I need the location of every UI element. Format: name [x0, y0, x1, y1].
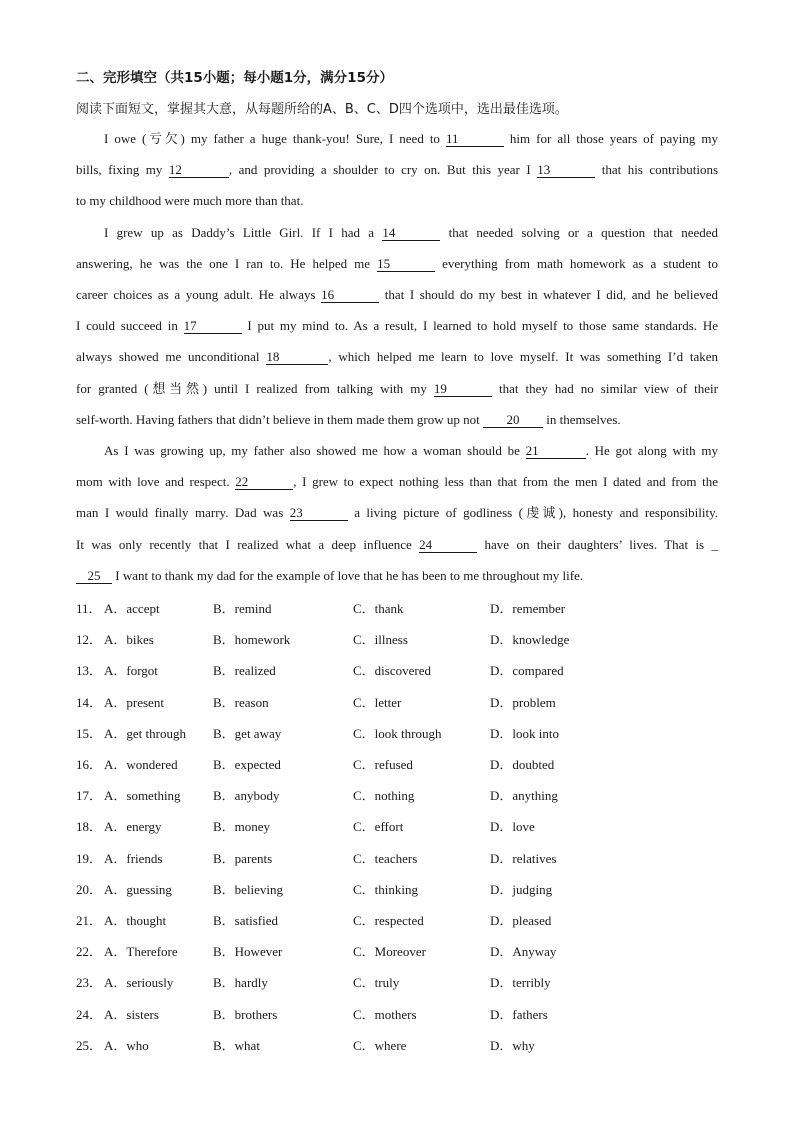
option-d[interactable]: D．knowledge [490, 632, 570, 647]
section-instruction: 阅读下面短文，掌握其大意，从每题所给的A、B、C、D四个选项中，选出最佳选项。 [76, 102, 568, 117]
option-a[interactable]: A．bikes [104, 632, 154, 647]
blank-19: 19 [434, 382, 492, 397]
question-row [76, 629, 716, 647]
option-b[interactable]: B．realized [213, 663, 276, 678]
option-a[interactable]: A．sisters [104, 1007, 159, 1022]
option-c[interactable]: C．Moreover [353, 944, 426, 959]
question-row [76, 910, 716, 928]
passage-line: career choices as a young adult. He always 16 that I should do my best in whatever I did, and he believed [76, 287, 718, 302]
question-row [76, 660, 716, 678]
passage-line: I grew up as Daddy’s Little Girl. If I had a 14 that needed solving or a question that needed [104, 225, 718, 240]
option-b[interactable]: B．reason [213, 695, 269, 710]
option-b[interactable]: B．satisfied [213, 913, 278, 928]
question-row [76, 1035, 716, 1053]
passage-line: to my childhood were much more than that. [76, 193, 304, 208]
question-row [76, 598, 716, 616]
option-a[interactable]: A．something [104, 788, 181, 803]
option-a[interactable]: A．get through [104, 726, 186, 741]
blank-16: 16 [321, 288, 379, 303]
option-c[interactable]: C．teachers [353, 851, 418, 866]
option-d[interactable]: D．why [490, 1038, 535, 1053]
passage-line: answering, he was the one I ran to. He helped me 15 everything from math homework as a student to [76, 256, 718, 271]
question-number: 16． [76, 757, 103, 772]
option-c[interactable]: C．where [353, 1038, 407, 1053]
blank-20: 20 [483, 413, 543, 428]
blank-14: 14 [382, 226, 440, 241]
section-heading: 二、完形填空（共15小题；每小题1分，满分15分） [76, 70, 393, 86]
option-b[interactable]: B．homework [213, 632, 291, 647]
question-number: 18． [76, 819, 103, 834]
option-d[interactable]: D．problem [490, 695, 556, 710]
question-row [76, 816, 716, 834]
option-c[interactable]: C．illness [353, 632, 408, 647]
question-number: 13． [76, 663, 103, 678]
option-a[interactable]: A．present [104, 695, 164, 710]
blank-24: 24 [419, 538, 477, 553]
passage-line: self-worth. Having fathers that didn’t believe in them made them grow up not 20 in themselves. [76, 412, 621, 427]
blank-22: 22 [235, 475, 293, 490]
option-b[interactable]: B．anybody [213, 788, 280, 803]
passage-line: bills, fixing my 12 , and providing a shoulder to cry on. But this year I 13 that his contributions [76, 162, 718, 177]
question-number: 14． [76, 695, 103, 710]
option-b[interactable]: B．expected [213, 757, 281, 772]
blank-25: 25 [76, 569, 112, 584]
option-d[interactable]: D．pleased [490, 913, 552, 928]
option-c[interactable]: C．thinking [353, 882, 419, 897]
option-d[interactable]: D．remember [490, 601, 566, 616]
option-a[interactable]: A．wondered [104, 757, 178, 772]
option-d[interactable]: D．fathers [490, 1007, 548, 1022]
question-row [76, 692, 716, 710]
question-row [76, 1004, 716, 1022]
question-row [76, 785, 716, 803]
option-d[interactable]: D．love [490, 819, 535, 834]
option-c[interactable]: C．truly [353, 975, 400, 990]
question-number: 12． [76, 632, 103, 647]
passage-line: for granted (想当然) until I realized from talking with my 19 that they had no similar view of their [76, 381, 718, 396]
blank-23: 23 [290, 506, 348, 521]
option-a[interactable]: A．thought [104, 913, 167, 928]
blank-11: 11 [446, 132, 504, 147]
option-a[interactable]: A．seriously [104, 975, 174, 990]
option-d[interactable]: D．look into [490, 726, 559, 741]
option-c[interactable]: C．nothing [353, 788, 415, 803]
blank-15: 15 [377, 257, 435, 272]
passage-line: As I was growing up, my father also showed me how a woman should be 21 . He got along with my [104, 443, 718, 458]
option-b[interactable]: B．money [213, 819, 271, 834]
passage-line: I owe (亏欠) my father a huge thank-you! Sure, I need to 11 him for all those years of paying my [104, 131, 718, 146]
question-number: 25． [76, 1038, 103, 1053]
question-number: 22． [76, 944, 103, 959]
passage-line: It was only recently that I realized what a deep influence 24 have on their daughters’ lives. That is _ [76, 537, 718, 552]
option-d[interactable]: D．terribly [490, 975, 551, 990]
option-d[interactable]: D．judging [490, 882, 553, 897]
blank-12: 12 [169, 163, 229, 178]
passage-line: mom with love and respect. 22 , I grew to expect nothing less than that from the men I dated and from the [76, 474, 718, 489]
passage-line: always showed me unconditional 18 , which helped me learn to love myself. It was something I’d taken [76, 349, 719, 364]
question-number: 20． [76, 882, 103, 897]
option-c[interactable]: C．refused [353, 757, 413, 772]
option-b[interactable]: B．get away [213, 726, 282, 741]
question-number: 19． [76, 851, 103, 866]
question-number: 15． [76, 726, 103, 741]
option-d[interactable]: D．compared [490, 663, 564, 678]
option-a[interactable]: A．energy [104, 819, 162, 834]
option-a[interactable]: A．who [104, 1038, 149, 1053]
option-b[interactable]: B．hardly [213, 975, 268, 990]
question-row [76, 723, 716, 741]
option-b[interactable]: B．However [213, 944, 283, 959]
question-row [76, 848, 716, 866]
blank-18: 18 [266, 350, 328, 365]
question-row [76, 879, 716, 897]
blank-13: 13 [537, 163, 595, 178]
question-number: 21． [76, 913, 103, 928]
option-d[interactable]: D．Anyway [490, 944, 557, 959]
passage-line: I could succeed in 17 I put my mind to. As a result, I learned to hold myself to those same standards. He [76, 318, 718, 333]
question-number: 17． [76, 788, 103, 803]
option-b[interactable]: B．brothers [213, 1007, 278, 1022]
option-a[interactable]: A．forgot [104, 663, 158, 678]
option-d[interactable]: D．relatives [490, 851, 557, 866]
option-c[interactable]: C．mothers [353, 1007, 417, 1022]
passage-line: 25 I want to thank my dad for the example of love that he has been to me throughout my life. [76, 568, 718, 584]
question-number: 11． [76, 601, 102, 616]
question-row [76, 941, 716, 959]
option-c[interactable]: C．effort [353, 819, 404, 834]
option-a[interactable]: A．friends [104, 851, 163, 866]
option-c[interactable]: C．thank [353, 601, 404, 616]
blank-17: 17 [184, 319, 242, 334]
question-number: 23． [76, 975, 103, 990]
question-row [76, 754, 716, 772]
option-b[interactable]: B．believing [213, 882, 284, 897]
option-b[interactable]: B．remind [213, 601, 272, 616]
option-a[interactable]: A．guessing [104, 882, 172, 897]
option-c[interactable]: C．respected [353, 913, 424, 928]
option-d[interactable]: D．anything [490, 788, 558, 803]
blank-21: 21 [526, 444, 586, 459]
option-b[interactable]: B．parents [213, 851, 273, 866]
question-row [76, 972, 716, 990]
option-c[interactable]: C．letter [353, 695, 402, 710]
option-c[interactable]: C．look through [353, 726, 442, 741]
option-d[interactable]: D．doubted [490, 757, 555, 772]
option-a[interactable]: A．accept [104, 601, 160, 616]
option-a[interactable]: A．Therefore [104, 944, 178, 959]
question-number: 24． [76, 1007, 103, 1022]
option-c[interactable]: C．discovered [353, 663, 431, 678]
option-b[interactable]: B．what [213, 1038, 260, 1053]
passage-line: man I would finally marry. Dad was 23 a living picture of godliness (虔诚), honesty and responsibility. [76, 505, 719, 520]
